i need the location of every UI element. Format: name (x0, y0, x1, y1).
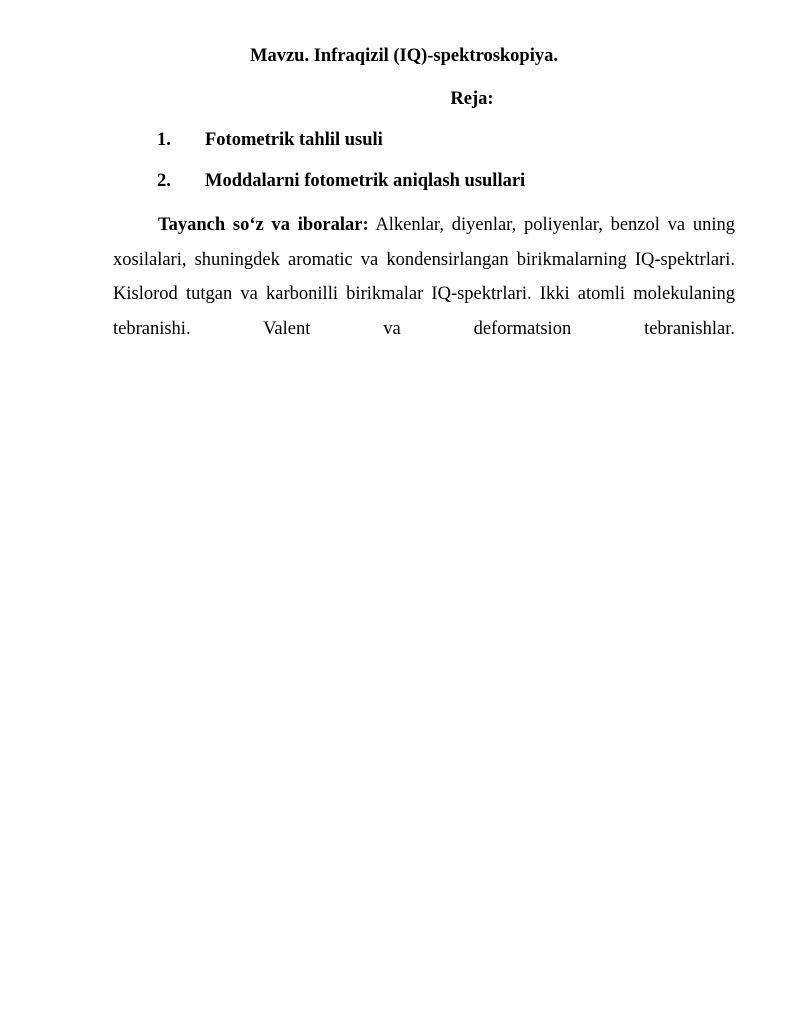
list-item-number: 1. (157, 130, 171, 150)
list-item-text: Moddalarni fotometrik aniqlash usullari (205, 171, 526, 191)
keywords-paragraph (113, 208, 735, 347)
document-title: Mavzu. Infraqizil (IQ)-spektroskopiya. (249, 46, 558, 66)
plan-heading: Reja: (450, 89, 494, 109)
list-item-text: Fotometrik tahlil usuli (205, 130, 383, 150)
list-item (157, 128, 525, 169)
list-item (157, 169, 525, 210)
keywords-text: Alkenlar, diyenlar, poliyenlar, benzol va uning xosilalari, shuningdek aromatic va kondensirlangan birikmalarning IQ-spektrlari. Kislorod tutgan va karbonilli birikmalar IQ-spektrlari. Ikki atomli molekulaning tebranishi. Valent va deformatsion tebranishlar. (113, 215, 736, 340)
plan-list (157, 128, 525, 210)
keywords-label: Tayanch so‘z va iboralar: (158, 215, 369, 235)
list-item-number: 2. (157, 171, 171, 191)
